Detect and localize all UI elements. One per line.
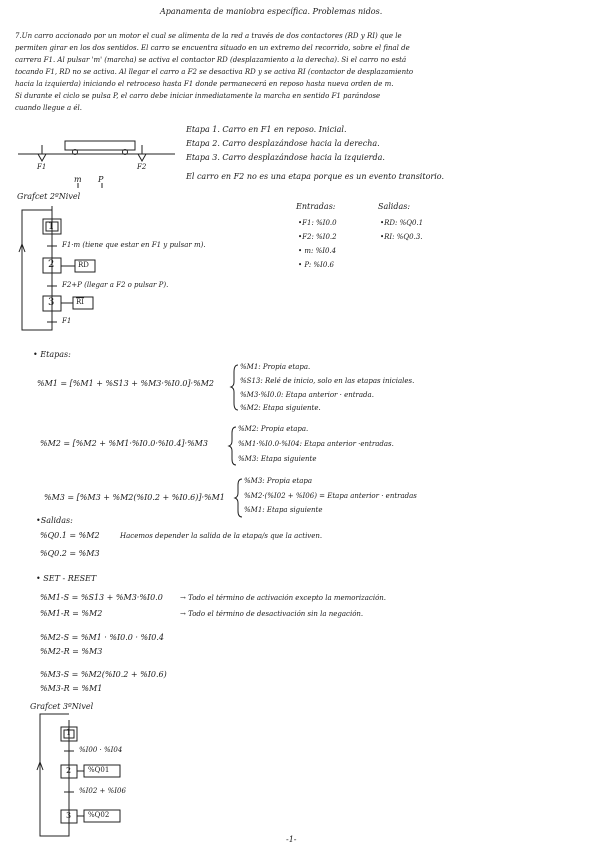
stage-line: Etapa 1. Carro en F1 en reposo. Inicial. (186, 125, 347, 134)
eq3-note: %M1: Etapa siguiente (244, 506, 323, 514)
cart-body (65, 141, 135, 150)
grafcet3-title: Grafcet 3ºNivel (30, 702, 94, 711)
eq2-formula: %M2 = [%M2 + %M1·%I0.0·%I0.4]·%M3 (40, 439, 208, 448)
problem-line: 7.Un carro accionado por un motor el cual se alimenta de la red a través de dos contactores (RD y RI) que le (15, 32, 402, 40)
f1-label: F1 (37, 163, 47, 171)
problem-line: Si durante el ciclo se pulsa P, el carro debe iniciar inmediatamente la marcha en sentido F1 parándose (15, 92, 381, 100)
problem-line: hacia la izquierda) iniciando el retroceso hasta F1 donde permanecerá en reposo hasta nueva orden de m. (15, 80, 394, 88)
input-item: •F1: %I0.0 (298, 219, 337, 227)
problem-line: carrera F1. Al pulsar 'm' (marcha) se activa el contactor RD (desplazamiento a la derecha). Si el carro no está (15, 56, 407, 64)
sr-line: %M2-S = %M1 · %I0.0 · %I0.4 (40, 633, 164, 642)
brace-eq1 (231, 365, 238, 410)
g3-action3-label: %Q02 (88, 811, 110, 819)
f1-switch (38, 154, 46, 161)
eq1-note: %M2: Etapa siguiente. (240, 404, 321, 412)
eq2-note: %M2: Propia etapa. (238, 425, 309, 433)
input-item: • P: %I0.6 (298, 261, 334, 269)
page-header: Apanamenta de maniobra específica. Problemas nidos. (160, 7, 383, 16)
outputs-title: Salidas: (378, 202, 411, 211)
eq1-note: %M1: Propia etapa. (240, 363, 311, 371)
brace-eq2 (229, 427, 236, 465)
g3-step3-number: 3 (66, 811, 72, 820)
eq1-note: %S13: Relé de inicio, solo en las etapas iniciales. (240, 377, 415, 385)
g3-return-loop (40, 714, 72, 836)
output-item: •RD: %Q0.1 (380, 219, 424, 227)
eq1-formula: %M1 = [%M1 + %S13 + %M3·%I0.0]·%M2 (37, 379, 214, 388)
sr-line: %M1-R = %M2 (40, 609, 103, 618)
stage-note: El carro en F2 no es una etapa porque es un evento transitorio. (186, 172, 444, 181)
problem-line: cuando llegue a él. (15, 104, 83, 112)
eq3-note: %M3: Propia etapa (244, 477, 313, 485)
salida1-note: Hacemos depender la salida de la etapa/s que la activen. (120, 532, 323, 540)
problem-line: tocando F1, RD no se activa. Al llegar el carro a F2 se desactiva RD y se activa RI (contactor de desplazamiento (15, 68, 414, 76)
salida1-formula: %Q0.1 = %M2 (40, 531, 100, 540)
g2-transition1-label: F1·m (tiene que estar en F1 y pulsar m). (62, 241, 206, 249)
input-item: •F2: %I0.2 (298, 233, 337, 241)
eq1-note: %M3·%I0.0: Etapa anterior · entrada. (240, 391, 374, 399)
p-button-label: P (98, 175, 104, 184)
eq2-note: %M3: Etapa siguiente (238, 455, 317, 463)
grafcet2-title: Grafcet 2ºNivel (17, 192, 81, 201)
etapas-title: • Etapas: (33, 350, 71, 359)
sr-note: → Todo el término de desactivación sin la negación. (180, 610, 364, 618)
g3-step1-number: 1 (66, 728, 72, 737)
m-button-label: m (74, 175, 82, 184)
g2-transition3-label: F1 (62, 317, 72, 325)
sr-note: → Todo el término de activación excepto la memorización. (180, 594, 387, 602)
g2-transition2-label: F2+P (llegar a F2 o pulsar P). (62, 281, 169, 289)
g2-action3-label: $\overline{RI}$ (76, 298, 85, 306)
problem-line: permiten girar en los dos sentidos. El carro se encuentra situado en un extremo del recorrido, sobre el final de (15, 44, 410, 52)
brace-eq3 (235, 479, 242, 517)
g3-transition2-label: %I02 + %I06 (79, 787, 126, 795)
input-item: • m: %I0.4 (298, 247, 337, 255)
g2-step3-number: 3 (48, 297, 55, 308)
g3-action2-label: %Q01 (88, 766, 110, 774)
f2-switch (138, 154, 146, 161)
g2-action2-label: RD (78, 261, 89, 269)
output-item: •RI: %Q0.3. (380, 233, 423, 241)
salidas-title: •Salidas: (36, 516, 73, 525)
sr-line: %M3-S = %M2(%I0.2 + %I0.6) (40, 670, 167, 679)
f2-label: F2 (137, 163, 147, 171)
stage-line: Etapa 2. Carro desplazándose hacia la derecha. (186, 139, 380, 148)
eq2-note: %M1·%I0.0·%I04: Etapa anterior ·entradas. (238, 440, 394, 448)
eq3-note: %M2·(%I02 + %I06) = Etapa anterior · entradas (244, 492, 417, 500)
g2-step2-number: 2 (48, 259, 55, 270)
page-number: -1- (286, 835, 297, 844)
g2-step1-number: 1 (48, 221, 55, 232)
salida2-formula: %Q0.2 = %M3 (40, 549, 100, 558)
sr-line: %M3-R = %M1 (40, 684, 103, 693)
g3-step2-number: 2 (66, 766, 72, 775)
eq3-formula: %M3 = [%M3 + %M2(%I0.2 + %I0.6)]·%M1 (44, 493, 225, 502)
g3-transition1-label: %I00 · %I04 (79, 746, 123, 754)
setreset-title: • SET - RESET (36, 574, 97, 583)
sr-line: %M1-S = %S13 + %M3·%I0.0 (40, 593, 163, 602)
sr-line: %M2-R = %M3 (40, 647, 103, 656)
stage-line: Etapa 3. Carro desplazándose hacia la izquierda. (186, 153, 385, 162)
inputs-title: Entradas: (296, 202, 336, 211)
